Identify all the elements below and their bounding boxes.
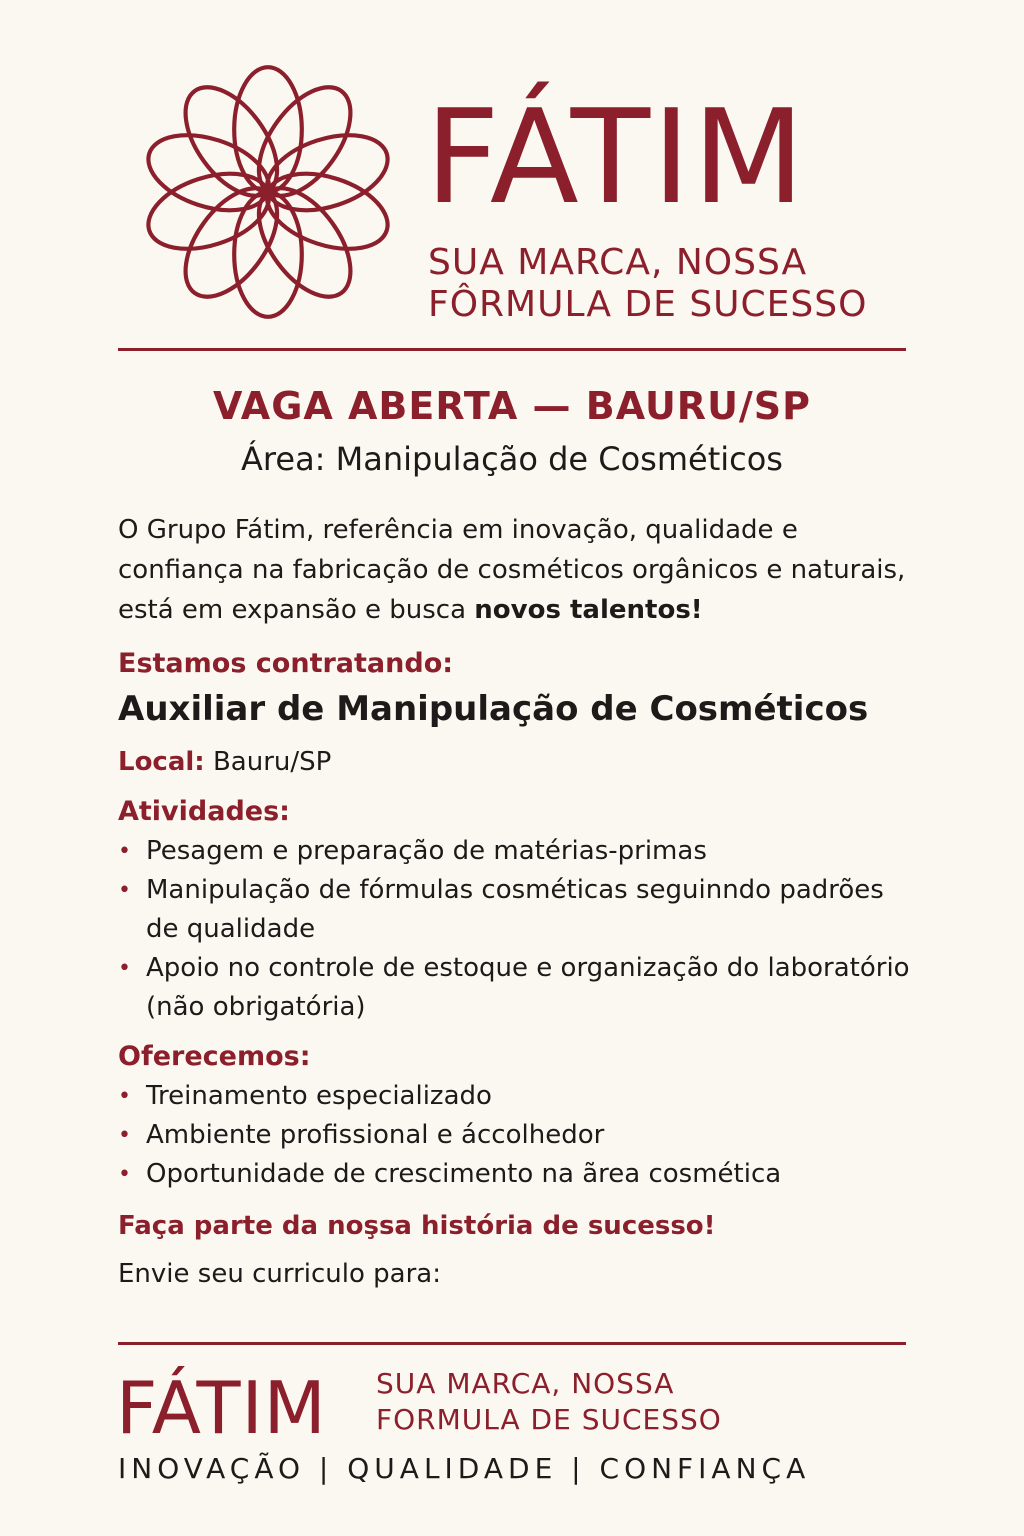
vaga-title: VAGA ABERTA — BAURU/SP (212, 384, 812, 428)
footer-tagline-line-2: FORMULA DE SUCESSO (376, 1403, 722, 1436)
bullet-icon: • (118, 1084, 131, 1109)
local-line (118, 742, 918, 782)
intro-paragraph (118, 510, 918, 630)
footer-brand: FÁTIM (116, 1366, 327, 1450)
call-to-action: Faça parte da noşsa história de sucesso! (118, 1211, 716, 1241)
vaga-area: Área: Manipulação de Cosméticos (241, 440, 783, 478)
oferecemos-list (118, 1077, 918, 1194)
intro-highlight: novos talentos! (474, 595, 703, 625)
job-description (118, 510, 918, 1294)
list-item: • Manipulação de fórmulas cosméticas seguinndo padrões de qualidade (118, 871, 918, 949)
footer-tagline-line-1: SUA MARCA, NOSSA (376, 1367, 675, 1400)
bullet-icon: • (118, 1162, 131, 1187)
footer-tagline (376, 1366, 722, 1438)
hiring-heading: Estamos contratando: (118, 648, 454, 679)
atividades-list (118, 832, 918, 1027)
job-position-title: Auxiliar de Manipulação de Cosméticos (118, 689, 869, 729)
footer-divider (118, 1342, 906, 1345)
local-value: Bauru/SP (212, 747, 332, 777)
bullet-icon: • (118, 956, 131, 981)
intro-text: O Grupo Fátim, referência em inovação, qualidade e confiança na fabricação de cosméticos orgânicos e naturais, está em expansão e busca (118, 515, 906, 625)
oferecemos-heading: Oferecemos: (118, 1041, 311, 1072)
local-label: Local: (118, 747, 205, 777)
bullet-icon: • (118, 839, 131, 864)
bullet-icon: • (118, 878, 131, 903)
brand-tagline-line-2: FÔRMULA DE SUCESSO (428, 284, 868, 325)
list-item: • Oportunidade de crescimento na ãrea cosmética (118, 1155, 918, 1194)
flower-rosette-logo-icon (138, 62, 398, 322)
list-item: • Treinamento especializado (118, 1077, 918, 1116)
brand-title: FÁTIM (425, 81, 807, 233)
brand-tagline-line-1: SUA MARCA, NOSSA (428, 242, 808, 283)
list-item: • Apoio no controle de estoque e organização do laboratório (não obrigatória) (118, 949, 918, 1027)
header-divider (118, 348, 906, 351)
bullet-icon: • (118, 1123, 131, 1148)
footer-values: INOVAÇÃO | QUALIDADE | CONFIANÇA (118, 1452, 811, 1485)
list-item: • Pesagem e preparação de matérias-primas (118, 832, 918, 871)
atividades-heading: Atividades: (118, 796, 290, 827)
list-item: • Ambiente profissional e áccolhedor (118, 1116, 918, 1155)
send-resume-text: Envie seu curriculo para: (118, 1259, 441, 1289)
brand-tagline (428, 242, 867, 326)
